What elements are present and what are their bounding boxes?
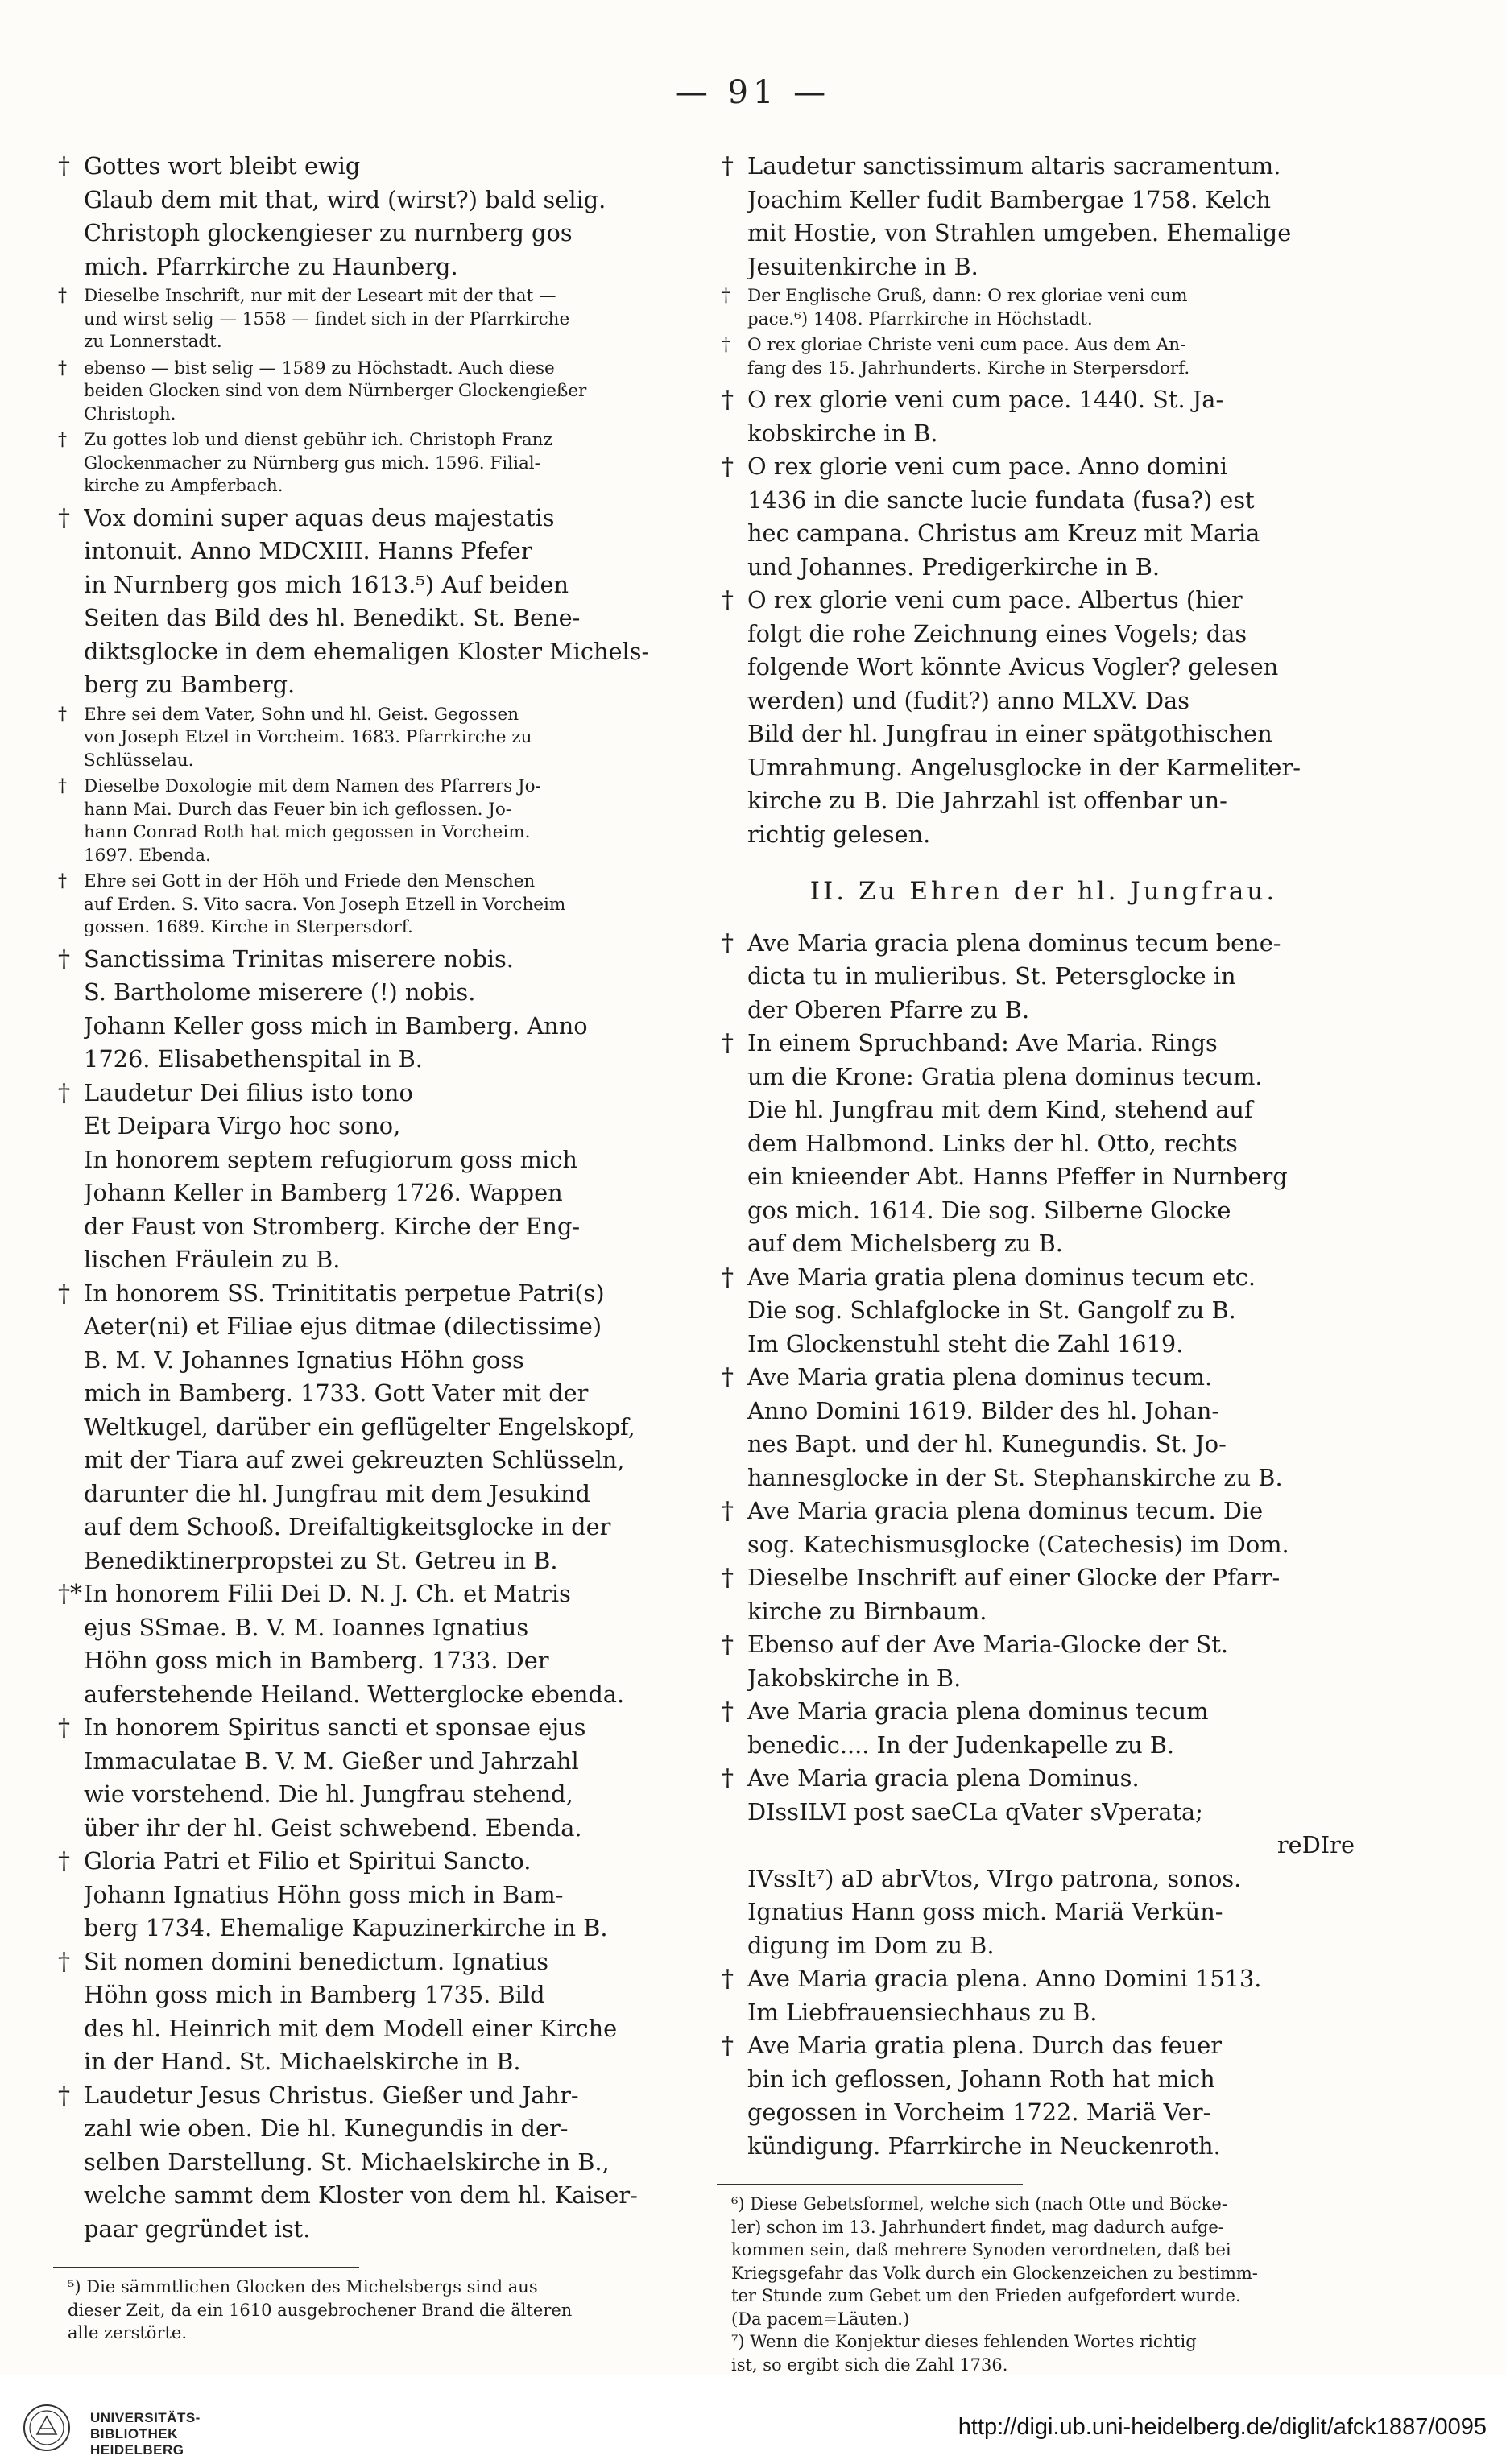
text-line: um die Krone: Gratia plena dominus tecum. bbox=[747, 1062, 1263, 1090]
text-line: Johann Ignatius Höhn goss mich in Bam- bbox=[84, 1880, 564, 1908]
text-line: kobskirche in B. bbox=[747, 419, 938, 447]
text-line: Die hl. Jungfrau mit dem Kind, stehend auf bbox=[747, 1096, 1253, 1123]
dagger-marker: † bbox=[58, 503, 70, 532]
university-seal-icon bbox=[23, 2404, 71, 2452]
text-line: Glockenmacher zu Nürnberg gus mich. 1596. Filial- bbox=[84, 453, 540, 473]
text-line: Jesuitenkirche in B. bbox=[747, 252, 978, 280]
text-line: Johann Keller in Bamberg 1726. Wappen bbox=[84, 1179, 563, 1206]
dagger-marker: †* bbox=[58, 1580, 82, 1608]
text-line: Immaculatae B. V. M. Gießer und Jahrzahl bbox=[84, 1747, 579, 1775]
text-line: mich in Bamberg. 1733. Gott Vater mit der bbox=[84, 1379, 589, 1407]
text-line: In honorem Spiritus sancti et sponsae ejus bbox=[84, 1714, 586, 1741]
inscription-entry bbox=[717, 334, 1371, 380]
footnote-divider bbox=[717, 2184, 1023, 2185]
dagger-marker: † bbox=[58, 1279, 70, 1308]
text-line: darunter die hl. Jungfrau mit dem Jesukind bbox=[84, 1479, 590, 1507]
text-line: mit Hostie, von Strahlen umgeben. Ehemalige bbox=[747, 219, 1292, 246]
text-line: von Joseph Etzel in Vorcheim. 1683. Pfarrkirche zu bbox=[84, 727, 532, 747]
inscription-entry bbox=[53, 150, 707, 283]
text-line: über ihr der hl. Geist schwebend. Ebenda. bbox=[84, 1813, 582, 1842]
inscription-entry bbox=[53, 1711, 707, 1845]
text-line: reDIre bbox=[1276, 1831, 1355, 1858]
inscription-entry bbox=[53, 704, 707, 773]
footnote bbox=[53, 2276, 707, 2345]
text-line: richtig gelesen. bbox=[747, 820, 931, 848]
inscription-entry bbox=[53, 502, 707, 702]
dagger-marker: † bbox=[722, 1029, 734, 1057]
text-line: Anno Domini 1619. Bilder des hl. Johan- bbox=[747, 1396, 1220, 1424]
dagger-marker: † bbox=[722, 1564, 734, 1592]
footnote-line: (Da pacem=Läuten.) bbox=[731, 2309, 910, 2329]
footnote-line: ist, so ergibt sich die Zahl 1736. bbox=[731, 2354, 1008, 2375]
text-line: zahl wie oben. Die hl. Kunegundis in der- bbox=[84, 2115, 569, 2142]
text-line: 1726. Elisabethenspital in B. bbox=[84, 1045, 423, 1073]
text-line: berg zu Bamberg. bbox=[84, 671, 296, 698]
inscription-entry bbox=[53, 870, 707, 940]
text-line: auferstehende Heiland. Wetterglocke ebenda. bbox=[84, 1680, 625, 1708]
text-line: Sanctissima Trinitas miserere nobis. bbox=[84, 945, 514, 973]
dagger-marker: † bbox=[58, 1947, 70, 1976]
text-line: Ave Maria gracia plena Dominus. bbox=[747, 1764, 1140, 1792]
text-line: ebenso — bist selig — 1589 zu Höchstadt. Auch diese bbox=[84, 358, 555, 378]
text-line: berg 1734. Ehemalige Kapuzinerkirche in B. bbox=[84, 1914, 608, 1941]
text-line: Ave Maria gracia plena. Anno Domini 1513. bbox=[747, 1965, 1262, 1992]
text-line: auf dem Schooß. Dreifaltigkeitsglocke in der bbox=[84, 1513, 611, 1540]
text-line: mit der Tiara auf zwei gekreuzten Schlüsseln, bbox=[84, 1446, 625, 1474]
inscription-entry bbox=[717, 1695, 1371, 1762]
inscription-entry bbox=[717, 285, 1371, 331]
inscription-entry bbox=[717, 1361, 1371, 1495]
text-line: O rex gloriae Christe veni cum pace. Aus dem An- bbox=[747, 335, 1186, 355]
dagger-marker: † bbox=[722, 1965, 734, 1993]
text-line: Dieselbe Doxologie mit dem Namen des Pfarrers Jo- bbox=[84, 776, 541, 796]
text-line: gegossen in Vorcheim 1722. Mariä Ver- bbox=[747, 2098, 1211, 2126]
dagger-marker: † bbox=[722, 1497, 734, 1525]
text-line: hann Mai. Durch das Feuer bin ich geflossen. Jo- bbox=[84, 799, 512, 820]
text-line: 1436 in die sancte lucie fundata (fusa?) est bbox=[747, 486, 1255, 514]
logo-line: HEIDELBERG bbox=[90, 2442, 184, 2458]
text-line: hann Conrad Roth hat mich gegossen in Vorcheim. bbox=[84, 822, 531, 842]
text-line: der Faust von Stromberg. Kirche der Eng- bbox=[84, 1212, 581, 1240]
text-line: Die sog. Schlafglocke in St. Gangolf zu B. bbox=[747, 1296, 1236, 1324]
dagger-marker: † bbox=[722, 1631, 734, 1659]
inscription-entry bbox=[53, 285, 707, 354]
dagger-marker: † bbox=[722, 928, 734, 957]
text-line: Laudetur Jesus Christus. Gießer und Jahr- bbox=[84, 2081, 579, 2109]
text-line: Höhn goss mich in Bamberg. 1733. Der bbox=[84, 1647, 549, 1674]
text-line: Ignatius Hann goss mich. Mariä Verkün- bbox=[747, 1898, 1223, 1925]
dagger-marker: † bbox=[58, 2081, 70, 2110]
text-line: Zu gottes lob und dienst gebühr ich. Christoph Franz bbox=[84, 430, 552, 450]
text-line: Ave Maria gratia plena dominus tecum. bbox=[747, 1363, 1213, 1391]
dagger-marker: † bbox=[722, 386, 734, 414]
dagger-marker: † bbox=[58, 152, 70, 180]
footnote-line: dieser Zeit, da ein 1610 ausgebrochener Brand die älteren bbox=[68, 2300, 573, 2320]
text-line: in der Hand. St. Michaelskirche in B. bbox=[84, 2048, 521, 2075]
text-line: Jakobskirche in B. bbox=[747, 1664, 962, 1692]
text-line: und wirst selig — 1558 — findet sich in der Pfarrkirche bbox=[84, 308, 570, 329]
text-line: In honorem septem refugiorum goss mich bbox=[84, 1145, 577, 1173]
inscription-entry bbox=[717, 927, 1371, 1027]
dagger-marker: † bbox=[722, 152, 734, 180]
text-line: Ave Maria gracia plena dominus tecum. Die bbox=[747, 1497, 1264, 1524]
dagger-marker: † bbox=[722, 1764, 734, 1792]
text-line: Laudetur Dei filius isto tono bbox=[84, 1078, 413, 1106]
text-line: Umrahmung. Angelusglocke in der Karmeliter- bbox=[747, 753, 1301, 781]
footnote bbox=[717, 2330, 1371, 2376]
text-line: Ave Maria gracia plena dominus tecum bene- bbox=[747, 928, 1281, 957]
text-line: gos mich. 1614. Die sog. Silberne Glocke bbox=[747, 1196, 1231, 1224]
dagger-marker: † bbox=[58, 358, 67, 378]
section-heading: II. Zu Ehren der hl. Jungfrau. bbox=[809, 877, 1278, 906]
text-line: kirche zu Ampferbach. bbox=[84, 476, 283, 496]
inscription-entry bbox=[717, 1027, 1371, 1261]
footnote-line: ⁶) Diese Gebetsformel, welche sich (nach Otte und Böcke- bbox=[731, 2194, 1227, 2214]
text-line: mich. Pfarrkirche zu Haunberg. bbox=[84, 252, 458, 280]
text-line: In honorem Filii Dei D. N. J. Ch. et Matris bbox=[84, 1580, 571, 1607]
text-line: Aeter(ni) et Filiae ejus ditmae (dilectissime) bbox=[84, 1313, 602, 1340]
dagger-marker: † bbox=[58, 1078, 70, 1107]
text-line: kirche zu B. Die Jahrzahl ist offenbar un- bbox=[747, 787, 1227, 814]
dagger-marker: † bbox=[58, 704, 67, 725]
inscription-entry bbox=[53, 1577, 707, 1711]
text-line: des hl. Heinrich mit dem Modell einer Kirche bbox=[84, 2014, 618, 2042]
dagger-marker: † bbox=[722, 2032, 734, 2060]
text-line: Dieselbe Inschrift, nur mit der Leseart mit der that — bbox=[84, 286, 556, 306]
text-line: hannesglocke in der St. Stephanskirche zu B. bbox=[747, 1463, 1283, 1491]
text-line: digung im Dom zu B. bbox=[747, 1931, 995, 1959]
dagger-marker: † bbox=[722, 1363, 734, 1391]
text-line: bin ich geflossen, Johann Roth hat mich bbox=[747, 2065, 1215, 2093]
text-line: dicta tu in mulieribus. St. Petersglocke in bbox=[747, 962, 1236, 990]
text-line: lischen Fräulein zu B. bbox=[84, 1246, 341, 1273]
inscription-entry bbox=[717, 1962, 1371, 2029]
text-line: Ave Maria gracia plena dominus tecum bbox=[747, 1697, 1209, 1725]
text-line: diktsglocke in dem ehemaligen Kloster Michels- bbox=[84, 637, 650, 665]
inscription-entry bbox=[717, 584, 1371, 851]
inscription-entry bbox=[53, 2079, 707, 2247]
footnote-line: ler) schon im 13. Jahrhundert findet, mag dadurch aufge- bbox=[731, 2217, 1224, 2237]
dagger-marker: † bbox=[58, 1847, 70, 1875]
text-line: und Johannes. Predigerkirche in B. bbox=[747, 552, 1161, 581]
text-line: dem Halbmond. Links der hl. Otto, rechts bbox=[747, 1129, 1238, 1157]
inscription-entry bbox=[717, 1628, 1371, 1695]
text-line: Laudetur sanctissimum altaris sacramentum. bbox=[747, 152, 1281, 180]
source-url-link[interactable]: http://digi.ub.uni-heidelberg.de/diglit/afck1887/0095 bbox=[958, 2414, 1487, 2440]
left-column bbox=[53, 150, 707, 2345]
inscription-entry bbox=[717, 383, 1371, 450]
text-line: Seiten das Bild des hl. Benedikt. St. Bene- bbox=[84, 604, 581, 631]
footnote-line: kommen sein, daß mehrere Synoden verordneten, daß bei bbox=[731, 2240, 1231, 2259]
text-line: Ave Maria gratia plena. Durch das feuer bbox=[747, 2032, 1223, 2059]
text-line: Johann Keller goss mich in Bamberg. Anno bbox=[84, 1011, 588, 1040]
text-line: intonuit. Anno MDCXIII. Hanns Pfefer bbox=[84, 537, 532, 564]
dagger-marker: † bbox=[722, 286, 730, 306]
text-line: werden) und (fudit?) anno MLXV. Das bbox=[747, 686, 1189, 714]
text-line: Ave Maria gratia plena dominus tecum etc. bbox=[747, 1263, 1256, 1291]
text-line: Sit nomen domini benedictum. Ignatius bbox=[84, 1947, 548, 1975]
text-line: auf Erden. S. Vito sacra. Von Joseph Etzell in Vorcheim bbox=[84, 894, 566, 915]
text-line: Weltkugel, darüber ein geflügelter Engelskopf, bbox=[84, 1412, 635, 1441]
text-line: beiden Glocken sind von dem Nürnberger Glockengießer bbox=[84, 381, 587, 401]
footnote-divider bbox=[53, 2267, 359, 2268]
footnote-line: Kriegsgefahr das Volk durch ein Glockenzeichen zu bestimm- bbox=[731, 2263, 1258, 2283]
text-line: In honorem SS. Trinititatis perpetue Patri(s) bbox=[84, 1279, 605, 1307]
text-line: Gloria Patri et Filio et Spiritui Sancto. bbox=[84, 1847, 532, 1875]
dagger-marker: † bbox=[58, 776, 67, 796]
text-line: Benediktinerpropstei zu St. Getreu in B. bbox=[84, 1546, 558, 1574]
inscription-entry bbox=[53, 943, 707, 1077]
dagger-marker: † bbox=[722, 586, 734, 614]
text-line: Ehre sei dem Vater, Sohn und hl. Geist. Gegossen bbox=[84, 704, 519, 725]
text-line: ein knieender Abt. Hanns Pfeffer in Nurnberg bbox=[747, 1163, 1288, 1190]
text-line: folgt die rohe Zeichnung eines Vogels; das bbox=[747, 619, 1247, 647]
dagger-marker: † bbox=[722, 453, 734, 481]
text-line: Dieselbe Inschrift auf einer Glocke der Pfarr- bbox=[747, 1564, 1281, 1591]
footnote-line: alle zerstörte. bbox=[68, 2323, 188, 2342]
inscription-entry bbox=[717, 1561, 1371, 1628]
dagger-marker: † bbox=[58, 286, 67, 306]
text-line: paar gegründet ist. bbox=[84, 2214, 311, 2243]
inscription-entry bbox=[717, 2029, 1371, 2163]
text-line: ejus SSmae. B. V. M. Ioannes Ignatius bbox=[84, 1613, 529, 1641]
text-line: gossen. 1689. Kirche in Sterpersdorf. bbox=[84, 917, 413, 937]
text-line: Et Deipara Virgo hoc sono, bbox=[84, 1112, 401, 1139]
inscription-entry bbox=[717, 1495, 1371, 1561]
dagger-marker: † bbox=[58, 1714, 70, 1742]
text-line: DIssILVI post saeCLa qVater sVperata; bbox=[747, 1797, 1203, 1825]
text-line: der Oberen Pfarre zu B. bbox=[747, 995, 1030, 1023]
page-number: — 91 — bbox=[675, 74, 831, 111]
text-line: Im Glockenstuhl steht die Zahl 1619. bbox=[747, 1329, 1184, 1358]
text-line: selben Darstellung. St. Michaelskirche in B., bbox=[84, 2148, 610, 2176]
text-line: Schlüsselau. bbox=[84, 750, 194, 771]
text-line: fang des 15. Jahrhunderts. Kirche in Sterpersdorf. bbox=[747, 358, 1190, 378]
text-line: Im Liebfrauensiechhaus zu B. bbox=[747, 1998, 1098, 2026]
inscription-entry bbox=[53, 1945, 707, 2079]
text-line: Glaub dem mit that, wird (wirst?) bald selig. bbox=[84, 185, 606, 213]
text-line: zu Lonnerstadt. bbox=[84, 332, 222, 352]
inscription-entry bbox=[53, 1277, 707, 1578]
inscription-entry bbox=[717, 450, 1371, 584]
dagger-marker: † bbox=[58, 871, 67, 891]
logo-line: UNIVERSITÄTS- bbox=[90, 2410, 201, 2425]
text-line: kirche zu Birnbaum. bbox=[747, 1597, 987, 1625]
text-line: kündigung. Pfarrkirche in Neuckenroth. bbox=[747, 2131, 1221, 2160]
text-line: Ehre sei Gott in der Höh und Friede den Menschen bbox=[84, 871, 536, 891]
text-line: Ebenso auf der Ave Maria-Glocke der St. bbox=[747, 1631, 1229, 1658]
library-logo-text bbox=[90, 2410, 201, 2458]
text-line: Christoph. bbox=[84, 403, 176, 424]
text-line: O rex glorie veni cum pace. Albertus (hier bbox=[747, 586, 1243, 614]
inscription-entry bbox=[717, 1261, 1371, 1362]
text-line: sog. Katechismusglocke (Catechesis) im Dom. bbox=[747, 1530, 1289, 1558]
footnote-line: ⁵) Die sämmtlichen Glocken des Michelsbergs sind aus bbox=[68, 2277, 538, 2297]
inscription-entry bbox=[53, 1845, 707, 1945]
footnote bbox=[717, 2193, 1371, 2330]
right-column bbox=[717, 150, 1371, 2376]
dagger-marker: † bbox=[722, 335, 730, 355]
text-line: 1697. Ebenda. bbox=[84, 845, 211, 866]
text-line: wie vorstehend. Die hl. Jungfrau stehend, bbox=[84, 1780, 573, 1808]
dagger-marker: † bbox=[722, 1263, 734, 1292]
text-line: auf dem Michelsberg zu B. bbox=[747, 1230, 1063, 1257]
text-line: IVssIt⁷) aD abrVtos, VIrgo patrona, sonos. bbox=[747, 1864, 1242, 1892]
logo-line: BIBLIOTHEK bbox=[90, 2426, 178, 2441]
text-line: O rex glorie veni cum pace. 1440. St. Ja- bbox=[747, 386, 1224, 413]
text-line: Christoph glockengieser zu nurnberg gos bbox=[84, 219, 573, 246]
dagger-marker: † bbox=[722, 1697, 734, 1726]
dagger-marker: † bbox=[58, 945, 70, 974]
text-line: folgende Wort könnte Avicus Vogler? gelesen bbox=[747, 653, 1279, 680]
text-line: Der Englische Gruß, dann: O rex gloriae veni cum bbox=[747, 286, 1188, 306]
inscription-entry bbox=[53, 358, 707, 427]
footnote-line: ⁷) Wenn die Konjektur dieses fehlenden Wortes richtig bbox=[731, 2332, 1197, 2351]
text-line: benedic.... In der Judenkapelle zu B. bbox=[747, 1730, 1175, 1759]
inscription-entry bbox=[53, 775, 707, 867]
text-line: B. M. V. Johannes Ignatius Höhn goss bbox=[84, 1346, 524, 1374]
dagger-marker: † bbox=[58, 430, 67, 450]
text-line: Vox domini super aquas deus majestatis bbox=[84, 503, 555, 531]
inscription-entry bbox=[53, 1077, 707, 1277]
text-line: hec campana. Christus am Kreuz mit Maria bbox=[747, 519, 1260, 547]
text-line: pace.⁶) 1408. Pfarrkirche in Höchstadt. bbox=[747, 308, 1093, 329]
text-line: in Nurnberg gos mich 1613.⁵) Auf beiden bbox=[84, 570, 569, 598]
text-line: Bild der hl. Jungfrau in einer spätgothischen bbox=[747, 720, 1272, 747]
text-line: S. Bartholome miserere (!) nobis. bbox=[84, 978, 476, 1006]
text-line: Höhn goss mich in Bamberg 1735. Bild bbox=[84, 1981, 545, 2008]
text-line: Joachim Keller fudit Bambergae 1758. Kelch bbox=[747, 185, 1272, 213]
inscription-entry bbox=[717, 150, 1371, 283]
text-line: O rex glorie veni cum pace. Anno domini bbox=[747, 453, 1227, 480]
text-line: welche sammt dem Kloster von dem hl. Kaiser- bbox=[84, 2181, 638, 2209]
text-line: nes Bapt. und der hl. Kunegundis. St. Jo- bbox=[747, 1430, 1227, 1457]
inscription-entry bbox=[717, 1762, 1371, 1962]
footnote-line: ter Stunde zum Gebet um den Frieden aufgefordert wurde. bbox=[731, 2286, 1241, 2305]
inscription-entry bbox=[53, 429, 707, 498]
text-line: In einem Spruchband: Ave Maria. Rings bbox=[747, 1029, 1218, 1056]
text-line: Gottes wort bleibt ewig bbox=[84, 152, 361, 180]
